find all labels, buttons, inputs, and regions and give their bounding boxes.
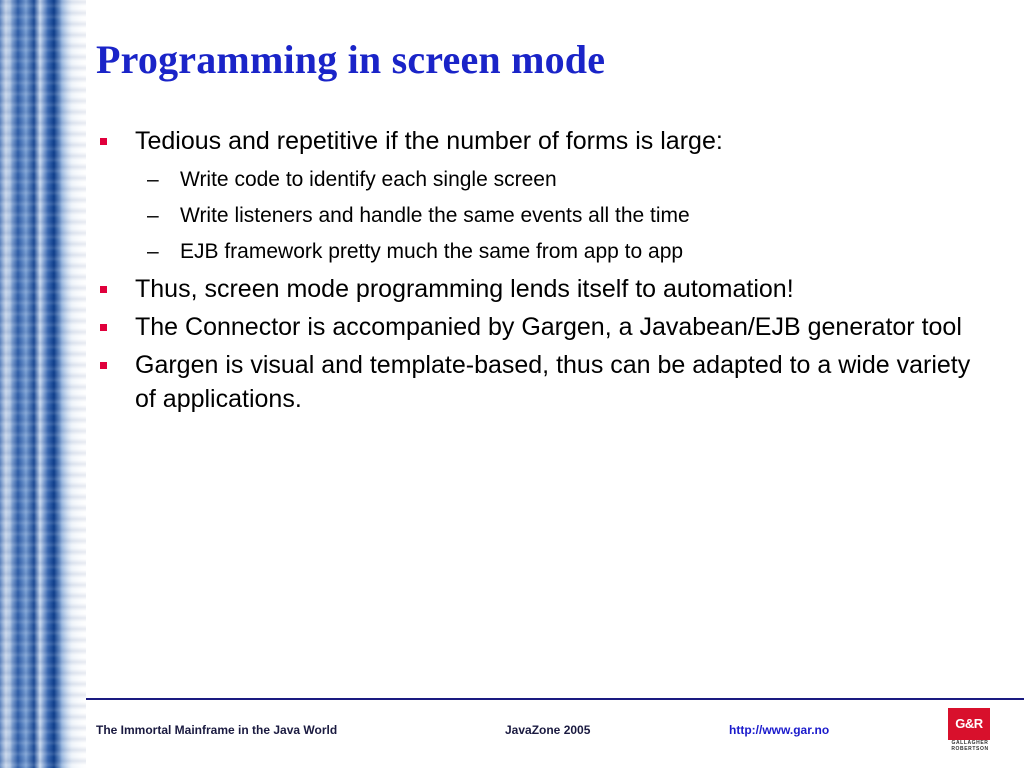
sub-bullet-text: EJB framework pretty much the same from app to app (180, 240, 684, 263)
slide-title: Programming in screen mode (96, 37, 606, 82)
bullet-list (100, 124, 980, 420)
logo-mark: G&R (948, 708, 990, 740)
footer-divider (86, 698, 1024, 700)
sub-bullet-item (100, 162, 980, 198)
bullet-item (100, 124, 980, 158)
bullet-text: The Connector is accompanied by Gargen, a Javabean/EJB generator tool (135, 313, 962, 341)
bullet-text: Gargen is visual and template-based, thus can be adapted to a wide variety of applications. (135, 351, 971, 413)
dash-bullet-icon: – (147, 240, 159, 263)
square-bullet-icon (100, 138, 107, 145)
bullet-text: Thus, screen mode programming lends itself to automation! (135, 275, 794, 303)
footer-event-name: JavaZone 2005 (505, 723, 591, 737)
bullet-item (100, 348, 980, 416)
bullet-item (100, 272, 980, 306)
sub-bullet-item (100, 234, 980, 270)
logo-line-2: ROBERTSON (951, 746, 989, 752)
sub-bullet-item (100, 198, 980, 234)
logo-line-1: GALLAGHER (951, 740, 989, 746)
dash-bullet-icon: – (147, 168, 159, 191)
bullet-text: Tedious and repetitive if the number of forms is large: (135, 127, 723, 155)
sub-bullet-list (100, 162, 980, 270)
decorative-side-strip (0, 0, 86, 768)
sub-bullet-text: Write code to identify each single screen (180, 168, 557, 191)
square-bullet-icon (100, 362, 107, 369)
square-bullet-icon (100, 324, 107, 331)
sub-bullet-text: Write listeners and handle the same events all the time (180, 204, 690, 227)
dash-bullet-icon: – (147, 204, 159, 227)
footer-presentation-title: The Immortal Mainframe in the Java World (96, 723, 338, 737)
square-bullet-icon (100, 286, 107, 293)
footer-website-link[interactable]: http://www.gar.no (729, 723, 830, 737)
bullet-item (100, 310, 980, 344)
gr-logo (948, 708, 992, 762)
